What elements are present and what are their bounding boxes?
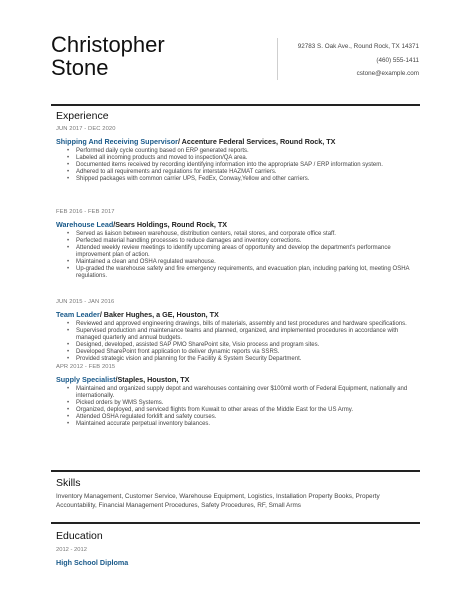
contact-divider bbox=[277, 38, 278, 80]
bullet-item: • Performed daily cycle counting based on ERP generated reports. bbox=[76, 148, 416, 155]
job-bullets bbox=[56, 148, 416, 183]
bullet-item: • Attended OSHA regulated forklift and safety courses. bbox=[76, 414, 416, 421]
skills-list: Inventory Management, Customer Service, Warehouse Equipment, Logistics, Installation Property Books, Property Accountability, Financial Management Procedures, Safety Procedures, RF, Small Arms bbox=[56, 493, 380, 509]
bullet-item: • Labeled all incoming products and moved to inspection/QA area. bbox=[76, 155, 416, 162]
address: 92783 S. Oak Ave., Round Rock, TX 14371 bbox=[297, 43, 419, 50]
job-title bbox=[56, 137, 416, 146]
job-role: Team Leader bbox=[56, 310, 100, 319]
job-role: Warehouse Lead bbox=[56, 220, 114, 229]
education-rule bbox=[51, 522, 420, 524]
job-bullets bbox=[56, 231, 416, 280]
job-title bbox=[56, 220, 416, 229]
skills-rule bbox=[51, 470, 420, 472]
education-heading: Education bbox=[56, 530, 103, 542]
bullet-item: • Maintained accurate perpetual inventory balances. bbox=[76, 421, 416, 428]
job-dates: JUN 2015 - JAN 2016 bbox=[56, 299, 115, 305]
candidate-name bbox=[51, 33, 165, 79]
job-dates: JUN 2017 - DEC 2020 bbox=[56, 126, 116, 132]
job-bullets bbox=[56, 386, 416, 428]
experience-heading: Experience bbox=[56, 110, 109, 122]
job-entry bbox=[56, 209, 416, 280]
contact-block bbox=[298, 40, 419, 81]
bullet-item: • Developed SharePoint front application to deliver dynamic reports via SSRS. bbox=[76, 349, 416, 356]
bullet-item: • Maintained a clean and OSHA regulated warehouse. bbox=[76, 259, 416, 266]
first-name: Christopher bbox=[51, 32, 165, 57]
bullet-item: • Up-graded the warehouse safety and fire emergency requirements, and evacuation plan, including parking lot, meeting OSHA regulations. bbox=[76, 266, 416, 280]
bullet-item: • Adhered to all requirements and regulations for interstate HAZMAT carriers. bbox=[76, 169, 416, 176]
bullet-item: • Picked orders by WMS Systems. bbox=[76, 400, 416, 407]
job-bullets bbox=[56, 321, 416, 363]
job-role: Supply Specialist bbox=[56, 375, 116, 384]
email: cstone@example.com bbox=[356, 70, 419, 77]
bullet-item: • Reviewed and approved engineering drawings, bills of materials, assembly and test procedures and hardware specifications. bbox=[76, 321, 416, 328]
job-title bbox=[56, 375, 416, 384]
bullet-item: • Perfected material handling processes to reduce damages and inventory corrections. bbox=[76, 238, 416, 245]
bullet-item: • Shipped packages with common carrier UPS, FedEx, Conway,Yellow and other carriers. bbox=[76, 176, 416, 183]
bullet-item: • Provided strategic vision and planning for the Facility & System Security Department. bbox=[76, 356, 416, 363]
bullet-item: • Maintained and organized supply depot and warehouses containing over $100mil worth of Federal Equipment, nationally and internationally. bbox=[76, 386, 416, 400]
job-entry bbox=[56, 299, 416, 363]
job-entry bbox=[56, 364, 416, 428]
bullet-item: • Attended weekly review meetings to identify upcoming areas of opportunity and develop the department's performance improvement plan of action. bbox=[76, 245, 416, 259]
education-dates: 2012 - 2012 bbox=[56, 547, 87, 553]
bullet-item: • Supervised production and maintenance teams and planned, organized, and implemented procedures in accordance with managed quarterly and annual budgets. bbox=[76, 328, 416, 342]
job-dates: APR 2012 - FEB 2015 bbox=[56, 364, 116, 370]
job-company: /Staples, Houston, TX bbox=[115, 375, 190, 384]
skills-heading: Skills bbox=[56, 477, 81, 489]
experience-rule bbox=[51, 104, 420, 106]
bullet-item: • Organized, deployed, and serviced flights from Kuwait to other areas of the Middle East for the US Army. bbox=[76, 407, 416, 414]
job-entry bbox=[56, 126, 416, 183]
job-company: / Accenture Federal Services, Round Rock, TX bbox=[177, 137, 336, 146]
last-name: Stone bbox=[51, 55, 109, 80]
job-company: /Sears Holdings, Round Rock, TX bbox=[113, 220, 228, 229]
education-degree: High School Diploma bbox=[56, 558, 129, 567]
phone: (460) 555-1411 bbox=[376, 56, 419, 64]
job-title bbox=[56, 310, 416, 319]
bullet-item: • Served as liaison between warehouse, distribution centers, retail stores, and corporate office staff. bbox=[76, 231, 416, 238]
job-dates: FEB 2016 - FEB 2017 bbox=[56, 209, 115, 215]
bullet-item: • Designed, developed, assisted SAP PMO SharePoint site, Visio process and program sites. bbox=[76, 342, 416, 349]
bullet-item: • Documented items received by recording identifying information into the appropriate SAP / ERP information system. bbox=[76, 162, 416, 169]
job-company: / Baker Hughes, a GE, Houston, TX bbox=[99, 310, 219, 319]
job-role: Shipping And Receiving Supervisor bbox=[56, 137, 178, 146]
